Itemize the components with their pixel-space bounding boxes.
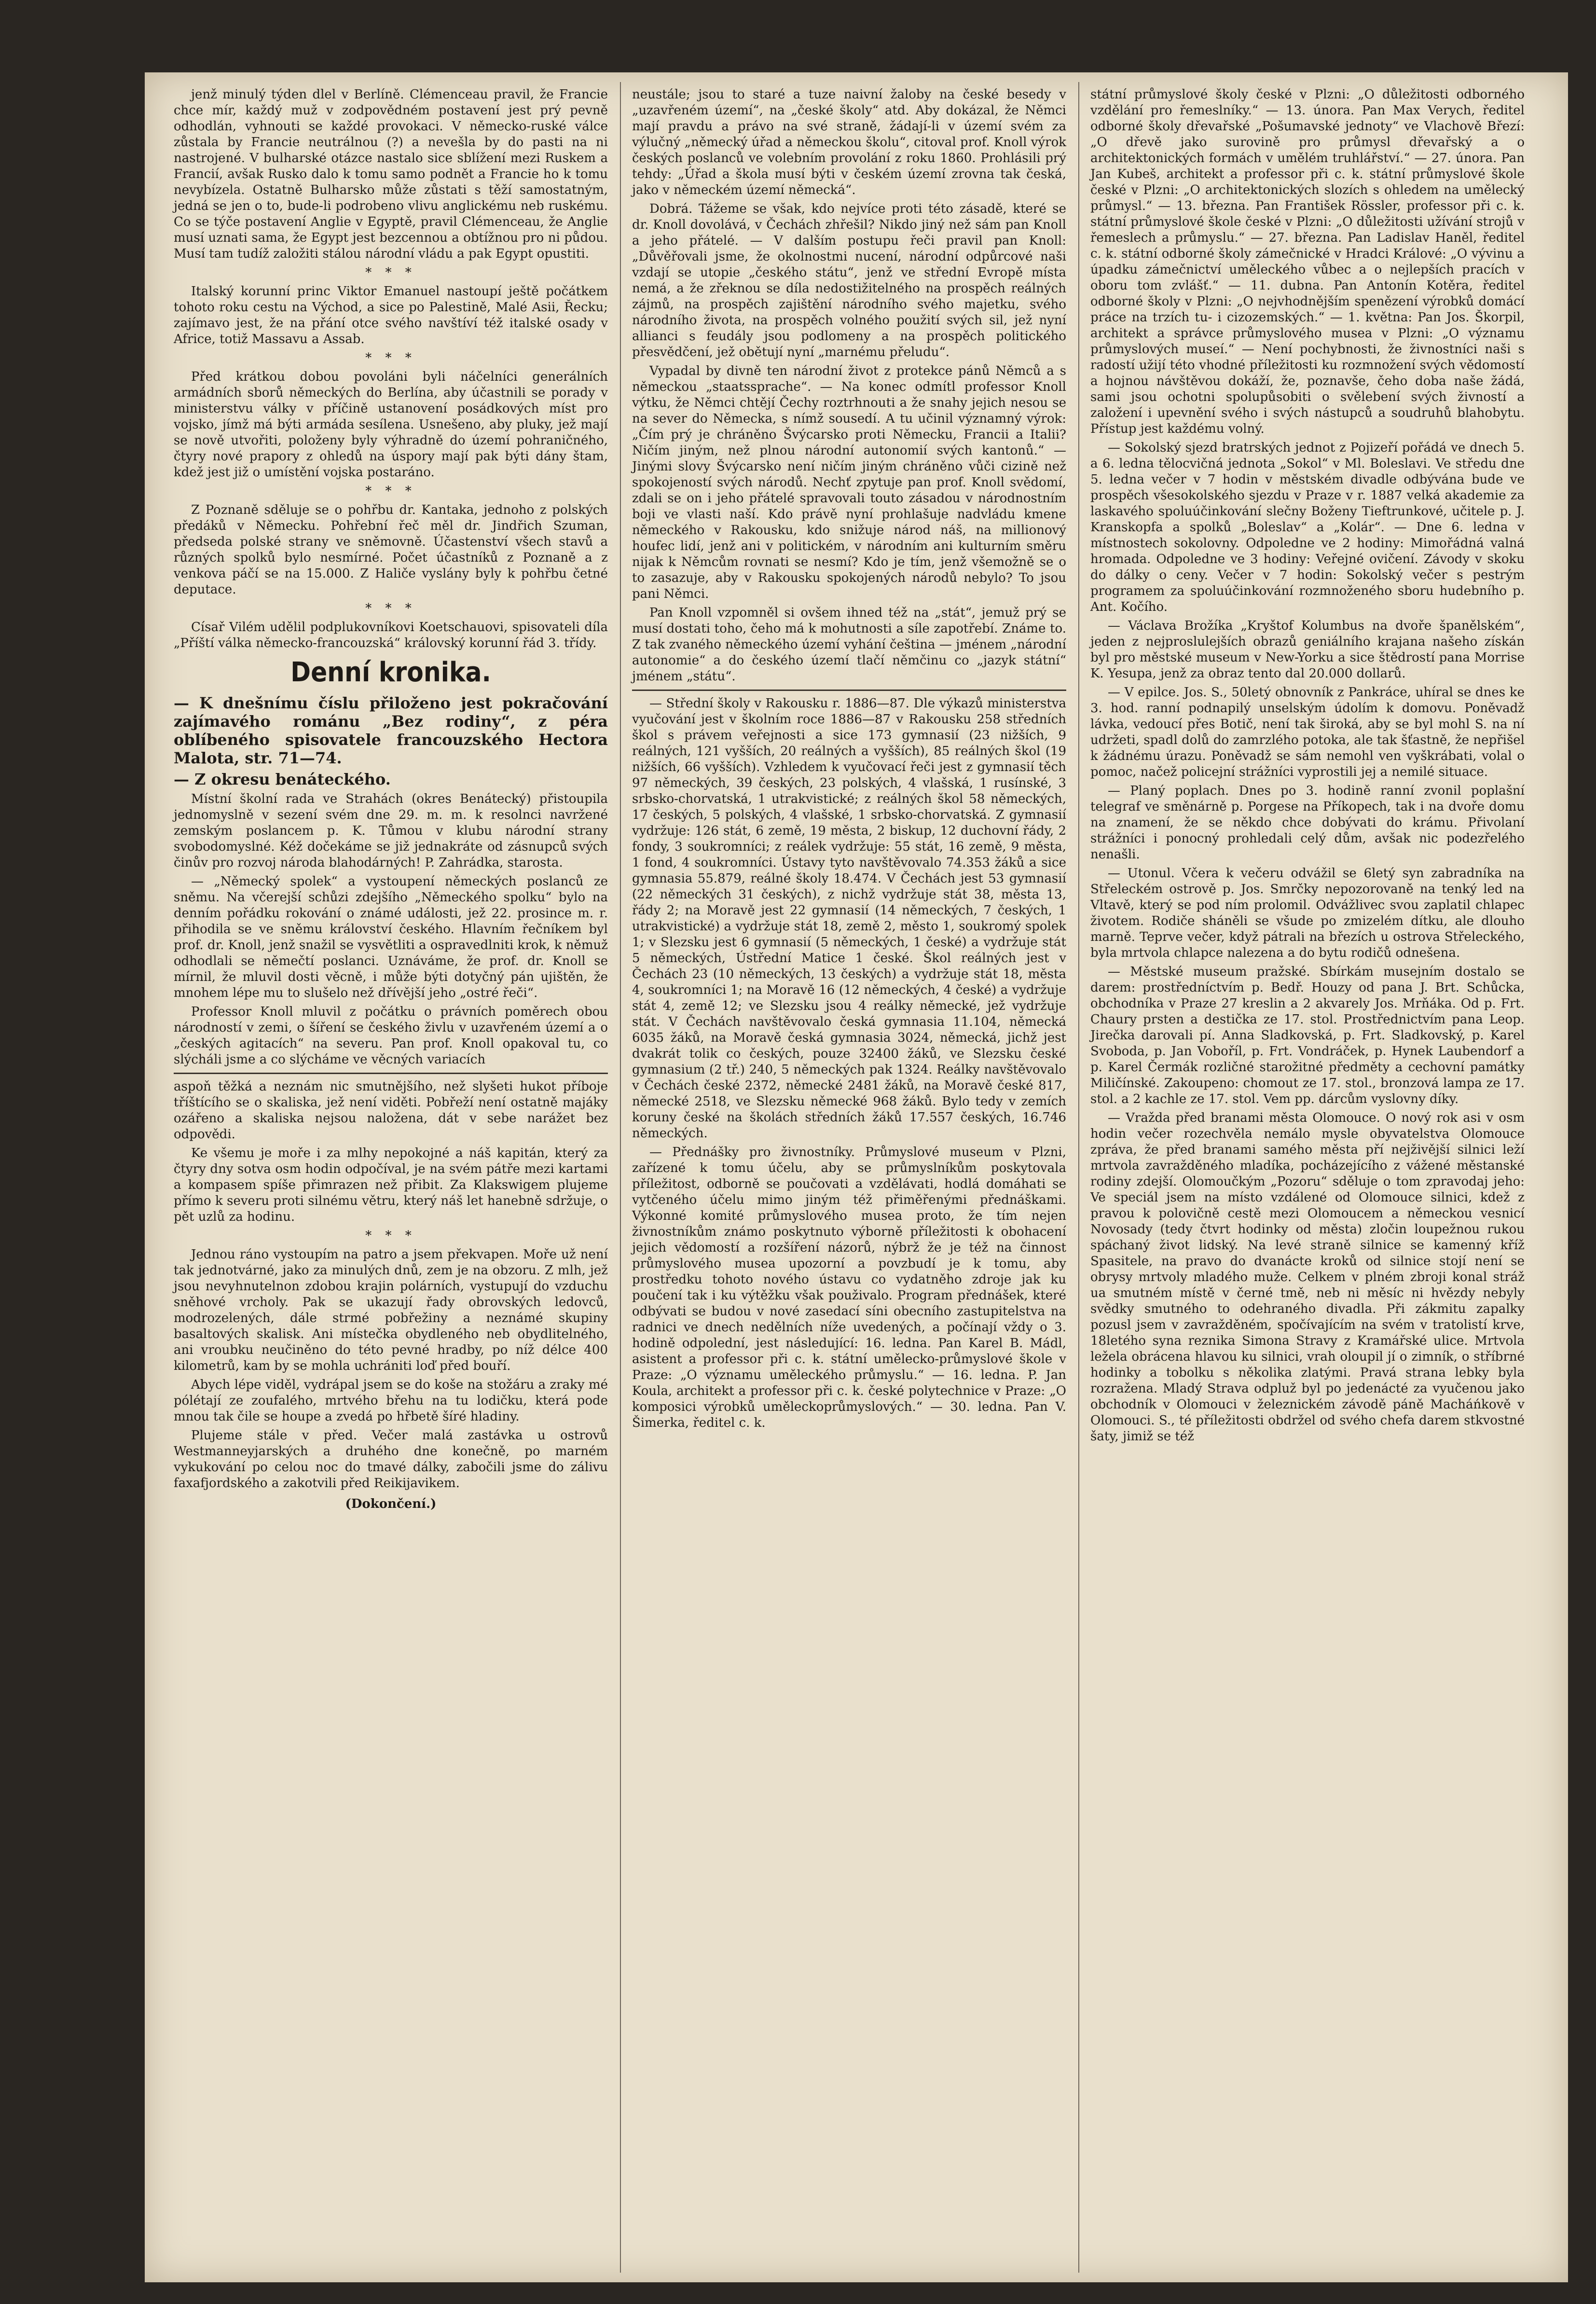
- article-paragraph: — Planý poplach. Dnes po 3. hodině ranní zvonil poplašní telegraf ve směnárně p. Porgese na Příkopech, tak i na dvoře domu na znamení, že se někdo chce dobývati do krámu. Přivolaní strážníci i ponocný prohledali celý dům, avšak nic podezřelého nenašli.: [1090, 784, 1525, 862]
- feuilleton-paragraph: Jednou ráno vystoupím na patro a jsem překvapen. Moře už není tak jednotvárné, jako za minulých dnů, zem je na obzoru. Z mlh, jež jsou nevyhnutelnon zdobou krajin polárních, vystupují do vzduchu sněhové vrcholy. Pak se ukazují řady obrovských ledovců, modrozelených, dále strmé pobřežiny a neznámé skupiny basaltových skalisk. Ani místečka obydleného neb obydlitelného, ani vroubku neučiněno do této pevné hradby, po níž délce 400 kilometrů, kam by se mohla uchrániti loď před bouří.: [174, 1247, 608, 1373]
- feuilleton-divider: [632, 690, 1066, 691]
- article-paragraph: — V epilce. Jos. S., 50letý obnovník z Pankráce, uhíral se dnes ke 3. hod. ranní podnapilý unselským údolím k domovu. Poněvadž lávka, vedoucí přes Botič, není tak široká, aby se byl mohl S. na ní udržeti, spadl dolů do zamrzlého potoka, ale tak šťastně, že nepřišel k žádnému úrazu. Poněvadž se sám nemohl ven vyškrábati, volal o pomoc, načež policejní strážníci vyprostili jej a nemilé situace.: [1090, 685, 1525, 779]
- article-paragraph: — Přednášky pro živnostníky. Průmyslové museum v Plzni, zařízené k tomu účelu, aby se průmyslníkům poskytovala příležitost, odborně se poučovati a vzdělávati, hodlá domáhati se vytčeného účelu mimo jiným též přiměřenými přednáškami. Výkonné komité průmyslového musea proto, že tím nejen živnostníkům známo poskytnuto výborně příležitosti k obohacení jejich vědomostí a rozšíření názorů, nýbrž že je též na činnost průmyslového musea upozorní a povzbudí je k tomu, aby prostředku tohoto nového ústavu co vydatněho zdroje jak ku poučení tak i ku výtěžku však použivalo. Program přednášek, které odbývati se budou v nové zasedací síni obecního zastupitelstva na radnici ve dnech nedělních níže uvedených, a počínají vždy o 3. hodině odpolední, jest následující: 16. ledna. Pan Karel B. Mádl, asistent a professor při c. k. státní umělecko-průmyslové škole v Praze: „O významu uměleckého průmyslu.“ — 16. ledna. P. Jan Koula, architekt a professor při c. k. české polytechnice v Praze: „O komposici výrobků uměleckoprůmyslových.“ — 30. ledna. Pan V. Šimerka, ředitel c. k.: [632, 1145, 1066, 1430]
- article-paragraph: — Střední školy v Rakousku r. 1886—87. Dle výkazů ministerstva vyučování jest v školním roce 1886—87 v Rakousku 258 středních škol s právem veřejnosti a sice 173 gymnasií (23 nižších, 9 reálných, 121 vyšších, 20 reálných a vyšších), 85 reálných škol (19 nižších, 66 vyšších). Vzhledem k vyučovací řeči jest z gymnasií těch 97 německých, 39 českých, 23 polských, 4 vlašská, 1 rusínské, 3 srbsko-chorvatská, 1 utrakvistické; z reálných škol 58 německých, 17 českých, 5 polských, 4 vlašské, 1 srbsko-chorvatská. Z gymnasií vydržuje: 126 stát, 6 země, 19 města, 2 biskup, 12 duchovní řády, 2 fondy, 3 soukromníci; z reálek vydržuje: 55 stát, 16 země, 9 města, 1 fond, 4 soukromníci. Ústavy tyto navštěvovalo 74.353 žáků a sice gymnasia 55.879, reálné školy 18.474. V Čechách jest 53 gymnasií (22 německých 31 českých), z nichž vydržuje stát 38, města 13, řády 2; na Moravě jest 22 gymnasií (14 německých, 7 českých, 1 utrakvistické) a vydržuje stát 18, země 2, město 1, soukromý spolek 1; v Slezsku jest 6 gymnasií (5 německých, 1 české) a vydržuje stát 5 německých, Ústřední Matice 1 české. Škol reálných jest v Čechách 23 (10 německých, 13 českých) a vydržuje stát 18, města 4, soukromníci 1; na Moravě 16 (12 německých, 4 české) a vydržuje stát 4, země 12; ve Slezsku jsou 4 reálky německé, jež vydržuje stát. V Čechách navštěvovalo česká gymnasia 11.104, německá 6035 žáků, na Moravě česká gymnasia 3024, německá, jichž jest dvakrát tolik co českých, pouze 32400 žáků, ve Slezsku české gymnasium (2 tř.) 240, 5 německých pak 1324. Reálky navštěvovalo v Čechách české 2372, německé 2481 žáků, na Moravě české 817, německé 2518, ve Slezsku německé 968 žáků. Bylo tedy v zemích koruny české na školách středních žáků 17.557 českých, 16.746 německých.: [632, 696, 1066, 1141]
- newspaper-page: [145, 72, 1568, 2282]
- article-paragraph: — Sokolský sjezd bratrských jednot z Pojizeří pořádá ve dnech 5. a 6. ledna tělocvičná jednota „Sokol“ v Ml. Boleslavi. Ve středu dne 5. ledna večer v 7 hodin v městském divadle odbývána bude ve prospěch všesokolského sjezdu v Praze v r. 1887 velká akademie za laskavého spoluúčinkování slečny Boženy Tieftrunkové, učitele p. J. Kranskopfa a spolků „Boleslav“ a „Kolár“. — Dne 6. ledna v místnostech sokolovny. Odpoledne ve 2 hodiny: Mimořádná valná hromada. Odpoledne ve 3 hodiny: Veřejné ovičení. Závody v skoku do dálky o ceny. Večer v 7 hodin: Sokolský večer s pestrým programem za spoluúčinkování rozmnoženého sboru hudebního p. Ant. Kočího.: [1090, 441, 1525, 614]
- section-separator: * * *: [365, 484, 416, 498]
- feuilleton-paragraph: Abych lépe viděl, vydrápal jsem se do koše na stožáru a zraky mé pólétají ze zoufalého, mrtvého břehu na tu lodičku, která pode mnou tak čile se houpe a zvedá po hřbetě šíré hladiny.: [174, 1378, 608, 1424]
- article-paragraph: jenž minulý týden dlel v Berlíně. Clémenceau pravil, že Francie chce mír, každý muž v zodpovědném postavení jest prý pevně odhodlán, vyhnouti se každé provokaci. V německo-ruské válce zůstala by Francie neutrálnou (?) a nevešla by do pasti na ni nastrojené. V bulharské otázce nastalo sice sblížení mezi Ruskem a Francií, avšak Rusko dalo k tomu samo podnět a Francie ho k tomu nevybízela. Ostatně Bulharsko může zůstati s těží samostatným, jedná se jen o to, bude-li podrobeno vlivu anglickému neb ruskému. Co se týče postavení Anglie v Egyptě, pravil Clémenceau, že Anglie musí uznati sama, že Egypt jest bezcennou a obtížnou pro ni půdou. Musí tam tudíž založiti stálou národní vládu a pak Egypt opustiti.: [174, 87, 608, 261]
- column-1: [174, 87, 608, 1512]
- article-paragraph: státní průmyslové školy české v Plzni: „O důležitosti odborného vzdělání pro řemeslníky.“ — 13. února. Pan Max Verych, ředitel odborné školy dřevařské „Pošumavské jednoty“ ve Vlachově Březí: „O dřevě jako surovině pro průmysl dřevařský a o architektonických formách v umělém truhlářství.“ — 27. února. Pan Jan Kubeš, architekt a professor při c. k. státní průmyslové škole české v Plzni: „O architektonických slozích s ohledem na umělecký průmysl.“ — 13. března. Pan František Rössler, professor při c. k. státní průmyslové škole české v Plzni: „O důležitosti užívání strojů v řemeslech a průmyslu.“ — 27. března. Pan Ladislav Haněl, ředitel c. k. státní odborné školy zámečnické v Hradci Králové: „O vývinu a úpadku zámečnictví uměleckého vůbec a o nejlepších pracích v oboru tom zvlášť.“ — 11. dubna. Pan Antonín Kotěra, ředitel odborné školy v Plzni: „O nejvhodnějším spenězení výrobků domácí práce na trzích tu- i cizozemských.“ — 1. května: Pan Jos. Škorpil, architekt a správce průmyslového musea v Plzni: „O významu průmyslových museí.“ — Není pochybnosti, že živnostníci naši s radostí užijí této vhodné příležitosti ku rozmnožení svých vědomostí a hojnou návštěvou dokáží, že, poznavše, čeho doba naše žádá, sami jsou ochotni spolupůsobiti o svělebení svých živností a založení i upevnění svého i svých nástupců a soudruhů blahobytu. Přístup jest každému volný.: [1090, 87, 1525, 436]
- article-paragraph: Před krátkou dobou povoláni byli náčelníci generálních armádních sborů německých do Berlína, aby účastnili se porady v ministerstvu války v příčině ustanovení posádkových míst pro vojsko, jímž má býti armáda sesílena. Usnešeno, aby pluky, jež mají se nově utvořiti, položeny byly výhradně do území pohraničného, čtyry nové prapory z ohledů na úspory mají pak býti dány štam, kdež jest již o umístění vojska postaráno.: [174, 370, 608, 480]
- article-paragraph: Císař Vilém udělil podplukovníkovi Koetschauovi, spisovateli díla „Příští válka německo-francouzská“ královský korunní řád 3. třídy.: [174, 620, 608, 650]
- lead-notice: — K dnešnímu číslu přiloženo jest pokračování zajímavého románu „Bez rodiny“, z péra oblíbeného spisovatele francouzského Hectora Malota, str. 71—74.: [174, 694, 608, 767]
- section-separator: * * *: [365, 265, 416, 280]
- article-paragraph: Dobrá. Tážeme se však, kdo nejvíce proti této zásadě, které se dr. Knoll dovolává, v Čechách zhřešil? Nikdo jiný než sám pan Knoll a jeho přátelé. — V dalším postupu řeči pravil pan Knoll: „Důvěřovali jsme, že okolnostmi nucení, národní odpůrcové naši vzdají se utopie „českého státu“, jenž ve střední Evropě místa nemá, a že zřeknou se díla nedostižitelného na prospěch reálných zájmů, na prospěch zajištění národního svého majetku, svého národního života, na prospěch volného použití svých sil, jež nyní allianci s feudály jsou podlomeny a na prospěch politického přesvědčení, jež obětují nyní „marnému přeludu“.: [632, 202, 1066, 359]
- article-paragraph: Místní školní rada ve Strahách (okres Benátecký) přistoupila jednomyslně v sezení svém dne 29. m. m. k resolnci navržené zemským poslancem p. K. Tůmou v klubu národní strany svobodomyslné. Kéž dočekáme se již jednakráte od zásnupců svých činův pro rozvoj národa blahodárných! P. Zahrádka, starosta.: [174, 792, 608, 870]
- article-paragraph: — Václava Brožíka „Kryštof Kolumbus na dvoře španělském“, jeden z nejproslulejších obrazů geniálního krajana našeho získán byl pro městské museum v New-Yorku a sice štědrostí pana Morrise K. Yesupa, jenž za obraz tento dal 20.000 dollarů.: [1090, 619, 1525, 681]
- feuilleton-paragraph: Ke všemu je moře i za mlhy nepokojné a náš kapitán, který za čtyry dny sotva osm hodin odpočíval, je na svém pátře mezi kartami a kompasem spíše přimrazen než přibit. Za Klakswigem plujeme přímo k severu proti silnému větru, který náš let hanebně sdržuje, o pět uzlů za hodinu.: [174, 1146, 608, 1224]
- lead-notice: — Z okresu benáteckého.: [174, 770, 391, 788]
- continuation-note: (Dokončení.): [345, 1497, 437, 1511]
- article-paragraph: neustále; jsou to staré a tuze naivní žaloby na české besedy v „uzavřeném území“, na „české školy“ atd. Aby dokázal, že Němci mají pravdu a právo na své straně, žádají-li v území svém za výlučný „německý úřad a německou školu“, citoval prof. Knoll výrok českých poslanců ve volebním provolání z roku 1860. Prohlásili prý tehdy: „Úřad a škola musí býti v českém území zrovna tak česká, jako v německém území německá“.: [632, 87, 1066, 197]
- article-paragraph: Vypadal by divně ten národní život z protekce pánů Němců a s německou „staatssprache“. — Na konec odmítl professor Knoll výtku, že Němci chtějí Čechy roztrhnouti a že snahy jejich nesou se na sever do Německa, s nímž sousedí. A tu učinil významný výrok: „Čím prý je chráněno Švýcarsko proti Německu, Francii a Italii? Ničím jiným, než plnou národní autonomií svých kantonů.“ — Jinými slovy Švýcarsko není ničím jiným chráněno vůči cizině než spokojeností svých národů. Nechť zpytuje pan prof. Knoll svědomí, zdali se on i jeho přátelé spravovali touto zásadou v národnostním boji ve vlasti naší. Kdo právě nyní prohlašuje nadvládu kmene německého v Rakousku, kdo snižuje národ náš, na millionový houfec lidí, jenž ani v politickém, v národním ani kulturním směru nijak k Němcům rovnati se nesmí? Kdo je tím, jenž všemožně se o to zasazuje, aby v Rakousku spokojených národů nebylo? To jsou pani Němci.: [632, 364, 1066, 601]
- feuilleton-paragraph: Plujeme stále v před. Večer malá zastávka u ostrovů Westmanneyjarských a druhého dne konečně, po marném vykukování po celou noc do tmavé dálky, zabočili jsme do zálivu faxafjordského a zakotvili před Reikijavikem.: [174, 1428, 608, 1490]
- section-heading: Denní kronika.: [290, 657, 491, 688]
- article-paragraph: — Utonul. Včera k večeru odvážil se 6letý syn zabradníka na Střeleckém ostrově p. Jos. Smrčky nepozorovaně na tenký led na Vltavě, který se pod ním prolomil. Odvážlivec svou zaplatil chlapec životem. Rodiče sháněli se všude po zmizelém dítku, ale dlouho marně. Teprve večer, když pátrali na březích u ostrova Střeleckého, byla mrtvola chlapce nalezena a do bytu rodičů odnešena.: [1090, 866, 1525, 960]
- article-paragraph: Italský korunní princ Viktor Emanuel nastoupí ještě počátkem tohoto roku cestu na Východ, a sice po Palestině, Malé Asii, Řecku; zajímavo jest, že na přání otce svého navštíví též italské osady v Africe, totiž Massavu a Assab.: [174, 284, 608, 346]
- section-separator: * * *: [365, 601, 416, 616]
- section-separator: * * *: [365, 351, 416, 365]
- article-paragraph: — Městské museum pražské. Sbírkám musejním dostalo se darem: prostředníctvím p. Bedř. Houzy od pana J. Brt. Schůcka, obchodníka v Praze 27 kreslin a 2 akvarely Jos. Mrňáka. Od p. Frt. Chaury prsten a destička ze 17. stol. Prostřednictvím pana Leop. Jirečka darovali pí. Anna Sladkovská, p. Frt. Sladkovský, p. Karel Svoboda, p. Jan Voboříl, p. Frt. Vondráček, p. Hynek Laubendorf a p. Karel Čermák rozličné starožitné předměty a cechovní památky Miličínské. Zakoupeno: chomout ze 17. stol., bronzová lampa ze 17. stol. a 2 kachle ze 17. stol. Vem pp. dárcům vyslovny díky.: [1090, 965, 1525, 1106]
- column-rule: [1078, 82, 1079, 2273]
- article-paragraph: Pan Knoll vzpomněl si ovšem ihned též na „stát“, jemuž prý se musí dostati toho, čeho má k mohutnosti a síle zapotřebí. Známe to. Z tak zvaného německého území vyhání čeština — jménem „národní autonomie“ a do českého území tlačí němčinu co „jazyk státní“ jménem „státu“.: [632, 606, 1066, 684]
- section-separator: * * *: [365, 1228, 416, 1243]
- article-paragraph: Professor Knoll mluvil z počátku o právních poměrech obou národností v zemi, o šíření se českého živlu v uzavřeném území a o „českých agitacích“ na severu. Pan prof. Knoll opakoval tu, co slýcháli jsme a co slýcháme ve věcných variacích: [174, 1005, 608, 1067]
- feuilleton-paragraph: aspoň těžká a neznám nic smutnějšího, než slyšeti hukot příboje tříštícího se o skaliska, jež není viděti. Pobřeží není ostatně majáky ozářeno a skaliska nejsou naložena, dát v sebe narážet bez odpovědi.: [174, 1079, 608, 1142]
- article-paragraph: — „Německý spolek“ a vystoupení německých poslanců ze sněmu. Na včerejší schůzi zdejšího „Německého spolku“ bylo na denním pořádku rokování o známé události, jež 22. prosince m. r. přihodila se ve sněmu království českého. Hlavním řečníkem byl prof. dr. Knoll, jenž snažil se vysvětliti a ospravedlniti krok, k němuž odhodlali se němečtí poslanci. Uznáváme, že prof. dr. Knoll se mírnil, že mluvil dosti věcně, i může býti dotyčný pán ujištěn, že mnohem lépe mu to slušelo než dřívější jeho „ostré řeči“.: [174, 874, 608, 1000]
- column-rule: [620, 82, 621, 2273]
- article-paragraph: — Vražda před branami města Olomouce. O nový rok asi v osm hodin večer rozechvěla nemálo mysle obyvatelstva Olomouce zpráva, že před branami samého města pří nejživější silnici leží mrtvola zavražděného mladíka, pocházejícího z vážené městanské rodiny zdejší. Olomoučkým „Pozoru“ sděluje o tom zpravodaj jeho: Ve speciál jsem na místo vzdálené od Olomouce silnici, kdež z pravou k polovičně cestě mezi Olomoucem a německou vesnicí Novosady (tedy čtvrt hodinky od města) zločin loupežnou rukou spáchaný život lidský. Na levé straně silnice se kamenný kříž Spasitele, na pravo do dvanácte kroků od silnice stojí není se obrysy mrtvoly mladého muže. Celkem v plném zbroji konal stráž ua smutném místě v černé tmě, neb ni měsíc ni hvězdy nebyly svědky smutného to odehraného divadla. Při zákmitu zapalky pozusl jsem v zavražděném, spočívajícím na svém v tratolistí krve, 18letého syna reznika Simona Stravy z Kramářské ulice. Mrtvola ležela obrácena hlavou ku silnici, vrah oloupil jí o zimník, o stříbrné hodinky a tobolku s několika zlatými. Pravá strana lebky byla rozražena. Mladý Strava odpluž byl po jedenácté za vyučenou jako obchodník v Olomouci v železnickém závodě páně Macháńkově v Olomouci. S., té příležitosti obdržel od svého chefa darem stkvostné šaty, jimiž se též: [1090, 1111, 1525, 1444]
- feuilleton-divider: [174, 1073, 608, 1074]
- article-paragraph: Z Poznaně sděluje se o pohřbu dr. Kantaka, jednoho z polských předáků v Německu. Pohřební řeč měl dr. Jindřich Szuman, předseda polské strany ve sněmovně. Účastenství všech stavů a různých spolků bylo nesmírné. Počet účastníků z Poznaně a z venkova páčí se na 15.000. Z Haliče vyslány byly k pohřbu četné deputace.: [174, 503, 608, 597]
- column-3: [1090, 87, 1525, 1448]
- column-2: [632, 87, 1066, 1434]
